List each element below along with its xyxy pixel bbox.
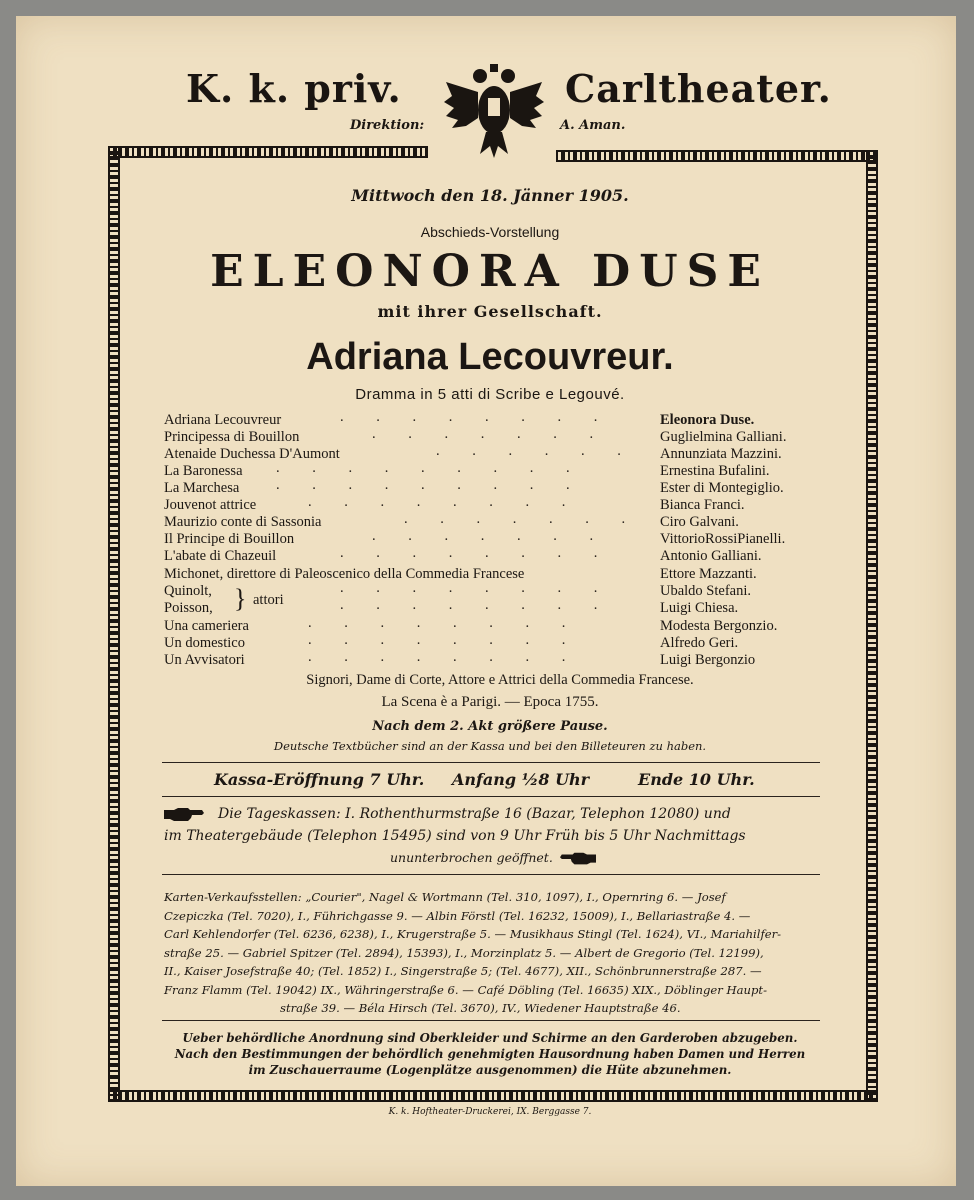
regulation-line: Nach den Bestimmungen der behördlich genehmigten Hausordnung haben Damen und Herren (174, 1047, 806, 1061)
cast-actor: Bianca Franci. (660, 497, 745, 513)
leader-dots: . . . . . . . . (308, 649, 566, 665)
cast-actor: Alfredo Geri. (660, 635, 739, 651)
border-right (866, 150, 878, 1102)
cast-actor: Ciro Galvani. (660, 514, 739, 530)
play-title: Adriana Lecouvreur. (306, 336, 674, 378)
cast-role: Un domestico (164, 635, 245, 651)
leader-dots: . . . . . . (436, 443, 621, 459)
ticket-sales-line: straße 25. — Gabriel Spitzer (Tel. 2894), 15393), I., Morzinplatz 5. — Albert de Gregorio (Tel. 12199), (164, 945, 764, 960)
border-top-right (556, 150, 878, 162)
regulation-line: im Zuschauerraume (Logenplätze ausgenommen) die Hüte abzunehmen. (248, 1063, 732, 1077)
cast-row (164, 649, 836, 669)
cast-actor: Luigi Chiesa. (660, 600, 739, 616)
cast-role: Quinolt, (164, 583, 212, 599)
performer-name: ELEONORA DUSE (210, 246, 770, 297)
occasion: Abschieds-Vorstellung (420, 224, 560, 240)
leader-dots: . . . . . . . . . (276, 477, 570, 493)
ticket-sales-line: straße 39. — Béla Hirsch (Tel. 3670), IV., Wiedener Hauptstraße 46. (280, 1001, 681, 1015)
leader-dots: . . . . . . . . (308, 632, 566, 648)
end-time: Ende 10 Uhr. (638, 770, 755, 789)
cast-role: La Marchesa (164, 480, 240, 496)
leader-dots: . . . . . . . . (340, 580, 598, 596)
leader-dots: . . . . . . . (404, 511, 626, 527)
ticket-sales-block (164, 888, 820, 1018)
leader-dots: . . . . . . . . (340, 409, 598, 425)
header-left: K. k. priv. (186, 66, 402, 111)
play-subtitle: Dramma in 5 atti di Scribe e Legouvé. (355, 386, 625, 403)
printer-line: K. k. Hoftheater-Druckerei, IX. Berggasse 7. (388, 1107, 592, 1117)
cast-actor: Eleonora Duse. (660, 412, 755, 428)
brace-icon: } (234, 584, 247, 613)
border-bottom (108, 1090, 878, 1102)
cast-role: Principessa di Bouillon (164, 429, 300, 445)
border-left (108, 146, 120, 1102)
box-office-line2: im Theatergebäude (Telephon 15495) sind von 9 Uhr Früh bis 5 Uhr Nachmittags (164, 828, 746, 844)
cast-actor: Ernestina Bufalini. (660, 463, 770, 479)
attori-label: attori (253, 592, 284, 608)
leader-dots: . . . . . . . . (340, 545, 598, 561)
with-company: mit ihrer Gesellschaft. (377, 302, 603, 321)
box-office-line3: ununterbrochen geöffnet. (390, 850, 553, 865)
cast-actor: Ester di Montegiglio. (660, 480, 784, 496)
textbooks-line: Deutsche Textbücher sind an der Kassa und bei den Billeteuren zu haben. (273, 739, 707, 753)
cast-actor: Ubaldo Stefani. (660, 583, 752, 599)
start-time: Anfang ½8 Uhr (452, 770, 590, 789)
direktion-label: Direktion: (350, 118, 425, 133)
cast-actor: Antonio Galliani. (660, 548, 762, 564)
cast-role: Maurizio conte di Sassonia (164, 514, 322, 530)
cast-role: Michonet, direttore di Paleoscenico della Commedia Francese (164, 566, 525, 582)
ticket-sales-line: Franz Flamm (Tel. 19042) IX., Währingerstraße 6. — Café Döbling (Tel. 16635) XIX., Döblinger Haupt- (164, 982, 767, 997)
pointing-hand-left-icon (560, 852, 596, 866)
cast-role: Il Principe di Bouillon (164, 531, 295, 547)
divider (162, 762, 820, 763)
ticket-sales-line: Czepiczka (Tel. 7020), I., Führichgasse 9. — Albin Förstl (Tel. 16232, 15009), I., Bellariastraße 4. — (164, 908, 751, 923)
cast-role: Atenaide Duchessa D'Aumont (164, 446, 340, 462)
kassa-time: Kassa-Eröffnung 7 Uhr. (214, 770, 425, 789)
pause-line: Nach dem 2. Akt größere Pause. (372, 719, 608, 734)
direktion-name: A. Aman. (560, 118, 626, 133)
cast-role: Adriana Lecouvreur (164, 412, 282, 428)
divider (162, 874, 820, 875)
cast-actor: Annunziata Mazzini. (660, 446, 782, 462)
divider (162, 796, 820, 797)
cast-role: Un Avvisatori (164, 652, 245, 668)
leader-dots: . . . . . . . (372, 426, 594, 442)
pointing-hand-right-icon (164, 808, 204, 822)
cast-row (164, 545, 836, 565)
cast-actor: VittorioRossiPianelli. (660, 531, 786, 547)
cast-actor: Ettore Mazzanti. (660, 566, 757, 582)
date-line: Mittwoch den 18. Jänner 1905. (351, 186, 629, 205)
extras-line: Signori, Dame di Corte, Attore e Attrici della Commedia Francese. (306, 672, 694, 688)
box-office-line1: Die Tageskassen: I. Rothenthurmstraße 16 (Bazar, Telephon 12080) und (218, 806, 731, 822)
leader-dots: . . . . . . . . (308, 615, 566, 631)
cast-role: L'abate di Chazeuil (164, 548, 277, 564)
leader-dots: . . . . . . . (372, 528, 594, 544)
cast-role: La Baronessa (164, 463, 243, 479)
divider (162, 1020, 820, 1021)
regulations-block (120, 1030, 860, 1078)
regulation-line: Ueber behördliche Anordnung sind Oberkleider und Schirme an den Garderoben abzugeben. (182, 1031, 798, 1045)
ticket-sales-line: Carl Kehlendorfer (Tel. 6236, 6238), I., Krugerstraße 5. — Musikhaus Stingl (Tel. 1624), VI., Mariahilfer- (164, 927, 782, 941)
cast-actor: Modesta Bergonzio. (660, 618, 778, 634)
double-eagle-crest-icon (444, 62, 544, 160)
cast-actor: Guglielmina Galliani. (660, 429, 787, 445)
cast-role: Una cameriera (164, 618, 249, 634)
cast-role: Poisson, (164, 600, 213, 616)
ticket-sales-line: Karten-Verkaufsstellen: „Courier", Nagel & Wortmann (Tel. 310, 1097), I., Opernring 6. — Josef (164, 890, 726, 904)
cast-actor: Luigi Bergonzio (660, 652, 756, 668)
leader-dots: . . . . . . . . (308, 494, 566, 510)
leader-dots: . . . . . . . . . (276, 460, 570, 476)
ticket-sales-line: II., Kaiser Josefstraße 40; (Tel. 1852) I., Singerstraße 5; (Tel. 4677), XII., Schönbrunnerstraße 287. — (164, 964, 762, 978)
leader-dots: . . . . . . . . (340, 597, 598, 613)
scene-line: La Scena è a Parigi. — Epoca 1755. (381, 694, 599, 710)
header-right: Carltheater. (565, 66, 832, 111)
border-top-left (108, 146, 428, 158)
cast-role: Jouvenot attrice (164, 497, 257, 513)
